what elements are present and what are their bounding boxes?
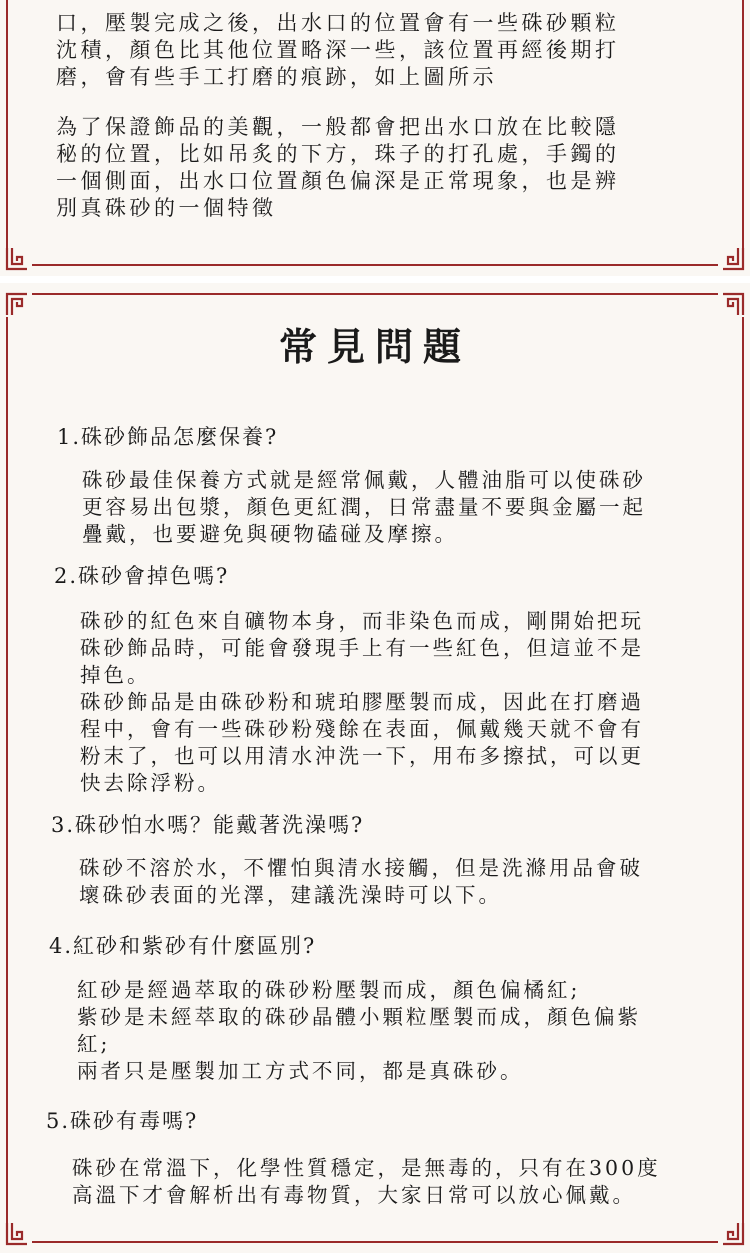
frame-top-line bbox=[32, 293, 718, 295]
frame-bottom-line bbox=[32, 264, 718, 266]
corner-ornament-icon bbox=[720, 1223, 746, 1249]
corner-ornament-icon bbox=[4, 289, 30, 315]
corner-ornament-icon bbox=[720, 289, 746, 315]
faq-question-3: 3.硃砂怕水嗎？能戴著洗澡嗎? bbox=[51, 813, 365, 837]
faq-question-5: 5.硃砂有毒嗎? bbox=[46, 1109, 199, 1133]
faq-question-4: 4.紅砂和紫砂有什麼區別? bbox=[49, 934, 317, 958]
faq-answer-4: 紅砂是經過萃取的硃砂粉壓製而成，顏色偏橘紅; 紫砂是未經萃取的硃砂晶體小顆粒壓製而成，顏色偏紫 紅; 兩者只是壓製加工方式不同，都是真硃砂。 bbox=[77, 978, 641, 1083]
frame-left-line bbox=[6, 317, 8, 1223]
frame-bottom-line bbox=[32, 1241, 718, 1243]
frame-right-line bbox=[742, 317, 744, 1223]
faq-question-1: 1.硃砂飾品怎麼保養? bbox=[57, 425, 279, 449]
faq-answer-3: 硃砂不溶於水，不懼怕與清水接觸，但是洗滌用品會破 壞硃砂表面的光澤，建議洗澡時可以下。 bbox=[79, 856, 643, 907]
faq-answer-5: 硃砂在常溫下，化學性質穩定，是無毒的，只有在300度 高溫下才會解析出有毒物質，大家日常可以放心佩戴。 bbox=[72, 1156, 661, 1207]
intro-paragraph-2: 為了保證飾品的美觀，一般都會把出水口放在比較隱 秘的位置，比如吊炙的下方，珠子的打孔處，手鐲的 一個側面，出水口位置顏色偏深是正常現象，也是辨 別真硃砂的一個特徵 bbox=[56, 115, 620, 220]
frame-right-line bbox=[742, 0, 744, 252]
corner-ornament-icon bbox=[4, 248, 30, 274]
faq-title: 常見問題 bbox=[278, 324, 471, 369]
corner-ornament-icon bbox=[720, 248, 746, 274]
faq-question-2: 2.硃砂會掉色嗎? bbox=[54, 564, 230, 588]
top-panel bbox=[0, 0, 750, 276]
corner-ornament-icon bbox=[4, 1223, 30, 1249]
frame-left-line bbox=[6, 0, 8, 252]
intro-paragraph-1: 口，壓製完成之後，出水口的位置會有一些硃砂顆粒 沈積，顏色比其他位置略深一些，該位置再經後期打 磨，會有些手工打磨的痕跡，如上圖所示 bbox=[56, 11, 620, 89]
section-divider bbox=[0, 276, 750, 283]
faq-answer-1: 硃砂最佳保養方式就是經常佩戴，人體油脂可以使硃砂 更容易出包漿，顏色更紅潤，日常盡量不要與金屬一起 疊戴，也要避免與硬物磕碰及摩擦。 bbox=[82, 468, 646, 546]
faq-answer-2: 硃砂的紅色來自礦物本身，而非染色而成，剛開始把玩 硃砂飾品時，可能會發現手上有一些紅色，但這並不是 掉色。 硃砂飾品是由硃砂粉和琥珀膠壓製而成，因此在打磨過 程中，會有一些硃砂粉殘餘在表面，佩戴幾天就不會有 粉末了，也可以用清水沖洗一下，用布多擦拭，可以更 快去除浮粉。 bbox=[80, 609, 644, 795]
